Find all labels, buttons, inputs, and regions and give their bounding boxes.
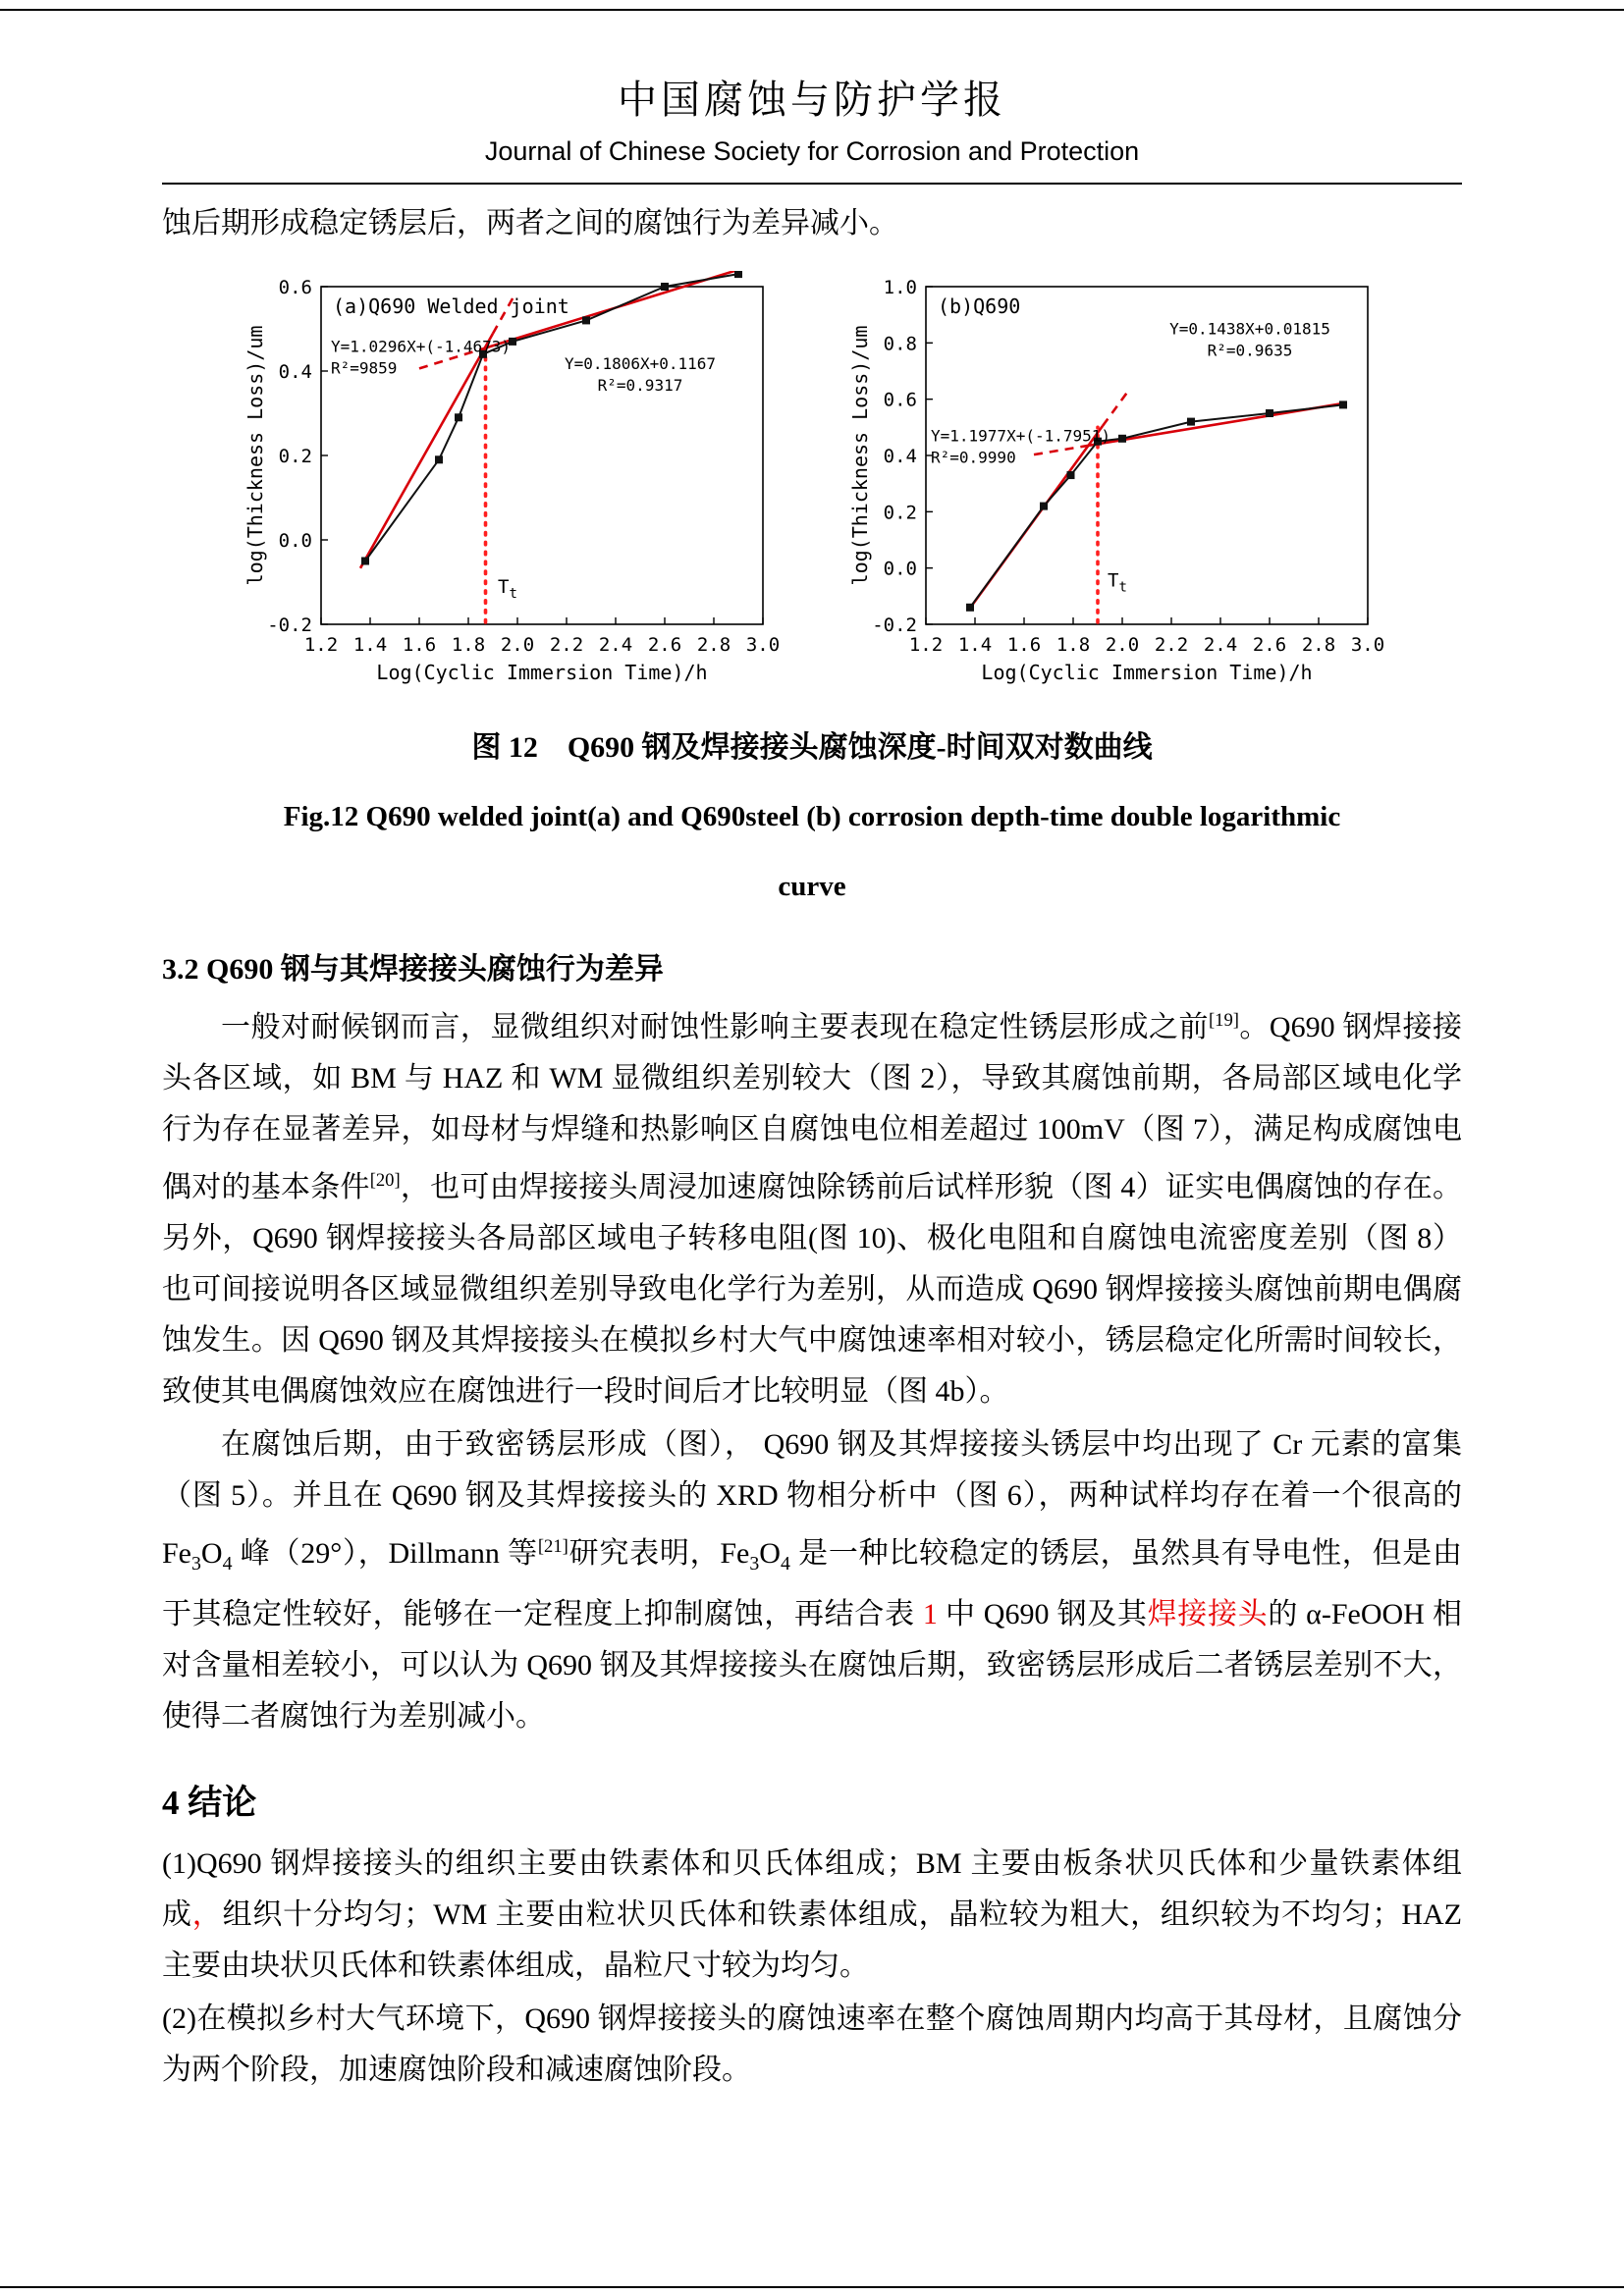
text-run: 。Q690 钢焊接接头各区域，如 BM 与 HAZ 和 WM 显微组织差别较大（图 2），导致其腐蚀前期，各局部区域电化学行为存在显著差异，如母材与焊缝和热影响区自腐蚀电位相差超过 100mV（图 7），满足构成腐蚀电偶对的基本条件 (162, 1011, 1463, 1203)
data-point (582, 316, 590, 324)
transition-guide (486, 342, 517, 622)
section-4-heading: 4 结论 (162, 1784, 257, 1822)
annotations (931, 320, 1330, 467)
svg-text:(a)Q690 Welded joint: (a)Q690 Welded joint (333, 294, 569, 318)
top-rule (0, 9, 1624, 11)
figure-caption-cn: 图 12 Q690 钢及焊接接头腐蚀深度-时间双对数曲线 (471, 731, 1153, 764)
svg-text:3.0: 3.0 (745, 634, 781, 656)
svg-text:2.8: 2.8 (696, 634, 731, 656)
svg-text:2.0: 2.0 (500, 634, 535, 656)
svg-text:1.6: 1.6 (1006, 634, 1042, 656)
data-point (1067, 471, 1075, 479)
text-run: 在腐蚀后期，由于致密锈层形成（图）， Q690 钢及其焊接接头锈层中均出现了 Cr 元素的富集（图 5）。并且在 Q690 钢及其焊接接头的 XRD 物相分析中（图 6），两种试样均存在着一个很高的 Fe (162, 1428, 1462, 1570)
text-run-sub: 3 (191, 1553, 201, 1575)
svg-text:2.2: 2.2 (1154, 634, 1189, 656)
intro-paragraph: 蚀后期形成稳定锈层后，两者之间的腐蚀行为差异减小。 (162, 207, 898, 240)
svg-text:1.4: 1.4 (352, 634, 388, 656)
text-run: 是一种比较稳定的锈层，虽然具有导电性，但是由于其稳定性较好，能够在一定程度上抑制腐蚀，再结合表 (162, 1537, 1462, 1630)
data-point (661, 283, 669, 291)
data-point (1266, 409, 1273, 417)
svg-text:0.6: 0.6 (883, 389, 917, 411)
svg-text:1.8: 1.8 (1056, 634, 1091, 656)
journal-title-cn: 中国腐蚀与防护学报 (618, 79, 1006, 122)
svg-text:R²=9859: R²=9859 (331, 358, 398, 378)
data-point (435, 455, 443, 463)
svg-text:1.2: 1.2 (303, 634, 339, 656)
data-point (361, 558, 369, 565)
conclusion-paragraph-2 (162, 1994, 1462, 2096)
text-run-red: 1 (922, 1598, 938, 1630)
svg-text:R²=0.9317: R²=0.9317 (597, 375, 683, 395)
data-point (455, 413, 462, 421)
text-run: O (759, 1537, 781, 1570)
svg-text:Y=1.1977X+(-1.7951): Y=1.1977X+(-1.7951) (931, 426, 1111, 446)
svg-text:1.4: 1.4 (957, 634, 993, 656)
text-run: (2)在模拟乡村大气环境下，Q690 钢焊接接头的腐蚀速率在整个腐蚀周期内均高于其母材，且腐蚀分为两个阶段，加速腐蚀阶段和减速腐蚀阶段。 (162, 2002, 1462, 2086)
svg-text:(b)Q690: (b)Q690 (938, 294, 1021, 318)
text-run-sub: 4 (222, 1553, 233, 1575)
data-point (966, 604, 974, 612)
svg-text:1.6: 1.6 (402, 634, 437, 656)
text-run: 峰（29°），Dillmann 等 (232, 1537, 538, 1570)
svg-text:0.4: 0.4 (278, 361, 312, 383)
text-run: 组织十分均匀；WM 主要由粒状贝氏体和铁素体组成，晶粒较为粗大，组织较为不均匀；HAZ 主要由块状贝氏体和铁素体组成，晶粒尺寸较为均匀。 (162, 1898, 1463, 1982)
svg-text:2.4: 2.4 (598, 634, 633, 656)
svg-text:-0.2: -0.2 (872, 614, 917, 636)
journal-header (0, 0, 1624, 167)
svg-text:2.6: 2.6 (647, 634, 682, 656)
text-run: 一般对耐候钢而言，显微组织对耐蚀性影响主要表现在稳定性锈层形成之前 (221, 1011, 1209, 1043)
svg-text:3.0: 3.0 (1350, 634, 1385, 656)
svg-text:0.4: 0.4 (883, 446, 917, 467)
text-run-red: ， (191, 1898, 223, 1931)
svg-text:2.8: 2.8 (1301, 634, 1336, 656)
svg-text:Y=0.1806X+0.1167: Y=0.1806X+0.1167 (564, 353, 717, 373)
svg-text:R²=0.9635: R²=0.9635 (1207, 341, 1293, 360)
svg-text:1.2: 1.2 (908, 634, 944, 656)
text-run: ，也可由焊接接头周浸加速腐蚀除锈前后试样形貌（图 4）证实电偶腐蚀的存在。另外，Q690 钢焊接接头各局部区域电子转移电阻(图 10)、极化电阻和自腐蚀电流密度差别（图 8）也可间接说明各区域显微组织差别导致电化学行为差别，从而造成 Q690 钢焊接接头腐蚀前期电偶腐蚀发生。因 Q690 钢及其焊接接头在模拟乡村大气中腐蚀速率相对较小，锈层稳定化所需时间较长，致使其电偶腐蚀效应在腐蚀进行一段时间后才比较明显（图 4b）。 (162, 1171, 1463, 1408)
text-run-sup: [20] (369, 1170, 401, 1191)
figure-caption-en-line1: Fig.12 Q690 welded joint(a) and Q690steel (b) corrosion depth-time double logarithmic (283, 801, 1341, 832)
svg-text:2.2: 2.2 (549, 634, 584, 656)
text-run-sub: 4 (780, 1553, 790, 1575)
svg-text:0.0: 0.0 (278, 530, 312, 552)
svg-text:-0.2: -0.2 (267, 614, 312, 636)
svg-text:1.8: 1.8 (451, 634, 486, 656)
svg-text:Log(Cyclic Immersion Time)/h: Log(Cyclic Immersion Time)/h (376, 661, 708, 684)
data-point (1040, 503, 1048, 510)
svg-text:0.8: 0.8 (883, 333, 917, 355)
text-run: 研究表明，Fe (568, 1537, 750, 1570)
text-run-sup: [19] (1208, 1010, 1239, 1031)
data-point (1339, 400, 1347, 408)
svg-text:2.4: 2.4 (1203, 634, 1238, 656)
text-run: 中 Q690 钢及其 (937, 1598, 1148, 1630)
text-run: O (200, 1537, 223, 1570)
svg-text:0.0: 0.0 (883, 558, 917, 580)
text-run-red: 焊接接头 (1147, 1598, 1269, 1630)
svg-text:2.0: 2.0 (1105, 634, 1140, 656)
svg-text:log(Thickness Loss)/um: log(Thickness Loss)/um (244, 325, 267, 586)
text-run-sub: 3 (749, 1553, 760, 1575)
body-paragraph-1 (162, 995, 1462, 1417)
conclusion-paragraph-1 (162, 1839, 1462, 1992)
svg-text:Tt: $T_t$ (498, 575, 517, 602)
chart-q690-steel (839, 271, 1389, 693)
annotations (331, 338, 716, 395)
fit-lines (970, 389, 1343, 608)
section-3-2-heading: 3.2 Q690 钢与其焊接接头腐蚀行为差异 (162, 953, 664, 986)
text-run: 的 α-FeOOH 相对含量相差较小，可以认为 Q690 钢及其焊接接头在腐蚀后期，致密锈层形成后二者锈层差别不大，使得二者腐蚀行为差别减小。 (162, 1598, 1463, 1733)
journal-title-en: Journal of Chinese Society for Corrosion and Protection (484, 136, 1140, 166)
figure-12 (162, 271, 1462, 693)
figure-caption-en-line2: curve (778, 871, 846, 902)
svg-text:Y=0.1438X+0.01815: Y=0.1438X+0.01815 (1169, 319, 1330, 339)
text-run-sup: [21] (537, 1536, 568, 1557)
svg-text:0.2: 0.2 (278, 446, 312, 467)
transition-guide (1098, 427, 1127, 622)
svg-text:0.6: 0.6 (278, 277, 312, 298)
svg-text:log(Thickness Loss)/um: log(Thickness Loss)/um (848, 325, 872, 586)
data-point (734, 271, 742, 278)
svg-text:Log(Cyclic Immersion Time)/h: Log(Cyclic Immersion Time)/h (981, 661, 1313, 684)
text-run: (1)Q690 钢焊接接头的组织主要由铁素体和贝氏体组成；BM 主要由板条状贝氏体和少量铁素体组成 (162, 1847, 1462, 1931)
svg-text:0.2: 0.2 (883, 502, 917, 524)
svg-text:2.6: 2.6 (1252, 634, 1287, 656)
svg-text:1.0: 1.0 (883, 277, 917, 298)
page-content (0, 185, 1624, 2096)
chart-q690-welded-joint (235, 271, 785, 693)
bottom-rule (0, 2286, 1624, 2288)
data-point (1118, 435, 1126, 443)
svg-text:R²=0.9990: R²=0.9990 (931, 448, 1016, 467)
body-paragraph-2 (162, 1419, 1462, 1742)
data-point (1187, 418, 1195, 426)
svg-text:Y=1.0296X+(-1.4673): Y=1.0296X+(-1.4673) (331, 337, 512, 356)
svg-text:Tt: $T_t$ (1108, 569, 1127, 596)
